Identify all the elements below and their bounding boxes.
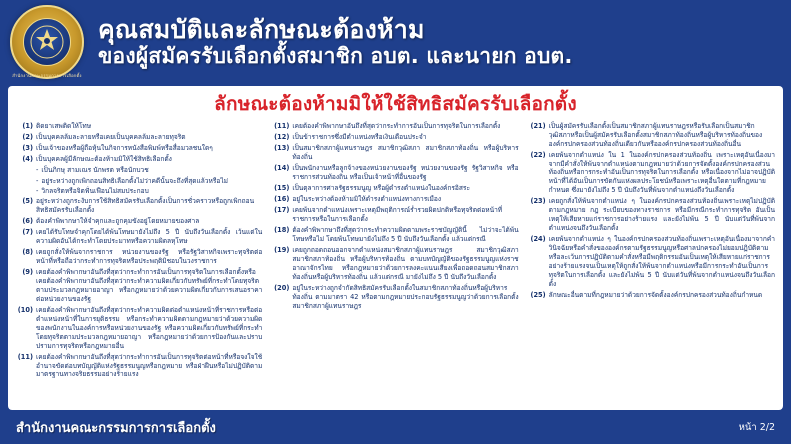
list-item (272, 122, 518, 131)
list-item-text: อยู่ระหว่างถูกระงับการใช้สิทธิสมัครรับเลือกตั้งเป็นการชั่วคราวหรือถูกเพิกถอนสิทธิสมัครรับเลือกตั้ง (36, 197, 255, 215)
election-commission-emblem-icon (10, 5, 84, 79)
list-item-number: (23) (530, 197, 546, 206)
list-item-text: ลักษณะอื่นตามที่กฎหมายว่าด้วยการจัดตั้งองค์กรปกครองส่วนท้องถิ่นกำหนด (548, 290, 763, 299)
list-item (272, 184, 518, 193)
list-item (529, 291, 775, 300)
list-item-text: เป็นบุคคลผู้มีลักษณะต้องห้ามมิให้ใช้สิทธิเลือกตั้ง (36, 155, 172, 164)
list-item-text: เป็นเจ้าของหรือผู้ถือหุ้นในกิจการหนังสือพิมพ์หรือสื่อมวลชนใดๆ (36, 144, 213, 152)
list-item-number: (2) (22, 132, 33, 141)
list-item-text: เป็นตุลาการศาลรัฐธรรมนูญ หรือผู้ดำรงตำแหน่งในองค์กรอิสระ (292, 183, 471, 192)
list-item-number: (25) (530, 290, 546, 299)
footer-organization: สำนักงานคณะกรรมการการเลือกตั้ง (16, 420, 216, 436)
list-item (16, 228, 262, 246)
list-item-number: (15) (274, 183, 290, 192)
list-item-text: เคยพ้นจากตำแหน่งเพราะเหตุมีพฤติการณ์ร่ำรวยผิดปกติหรือทุจริตต่อหน้าที่ราชการหรือในการเลือกตั้ง (292, 206, 503, 223)
list-item-number: (22) (530, 150, 546, 159)
list-item-text: เคยถูกสั่งให้พ้นจากราชการ หน่วยงานของรัฐ หรือรัฐวิสาหกิจเพราะทุจริตต่อหน้าที่หรือถือว่ากระทำการทุจริตหรือประพฤติมิชอบในวงราชการ (36, 248, 263, 266)
list-item (272, 284, 518, 311)
list-item (16, 133, 262, 142)
list-item (529, 122, 775, 149)
list-item (16, 197, 262, 215)
bullet-dash-icon: - (36, 176, 39, 185)
list-sub-item (36, 166, 262, 175)
columns-container (16, 122, 775, 382)
list-item-text: เคยถูกสั่งให้พ้นจากตำแหน่ง ๆ ในองค์กรปกครองส่วนท้องถิ่นเพราะเหตุไม่ปฏิบัติตามกฎหมาย กฎ ระเบียบของทางราชการ หรือมีกรณีกระทำการทุจริต อันเป็นเหตุให้เสียหายแก่ราชการอย่างร้ายแรง และยังไม่พ้น 5 ปี นับแต่วันที่พ้นจากตำแหน่งจนถึงวันเลือกตั้ง (548, 197, 775, 233)
list-item-number: (17) (274, 206, 290, 215)
header-title-group (98, 15, 573, 70)
list-item-number: (11) (17, 352, 33, 361)
list-item-text: เคยพ้นจากตำแหน่ง ใน 1 ในองค์กรปกครองส่วนท้องถิ่น เพราะเหตุอันเนื่องมาจากมีคำสั่งให้พ้นจากตำแหน่งตามกฎหมายว่าด้วยการจัดตั้งองค์กรปกครองส่วนท้องถิ่นหรือการกระทำอันเป็นการทุจริตในการเลือกตั้ง หรือเนื่องจากไม่อาจปฏิบัติหน้าที่ได้อันเป็นการขัดกันแห่งผลประโยชน์หรือเพราะเหตุอื่นใดตามที่กฎหมายกำหนด ซึ่งมายังไม่ถึง 5 ปี นับถึงวันที่พ้นจากตำแหน่งถึงวันเลือกตั้ง (548, 150, 775, 195)
list-item (16, 155, 262, 164)
list-item (272, 195, 518, 204)
list-item-number: (9) (22, 268, 33, 277)
list-item-number: (10) (17, 306, 33, 315)
list-item-number: (5) (22, 197, 33, 206)
list-item-text: เคยต้องคำพิพากษาอันถึงที่สุดว่ากระทำการอันเป็นการทุจริตต่อหน้าที่หรือจงใจใช้อำนาจขัดต่อบทบัญญัติแห่งรัฐธรรมนูญหรือกฎหมาย หรือฝ่าฝืนหรือไม่ปฏิบัติตามมาตรฐานทางจริยธรรมอย่างร้ายแรง (36, 352, 263, 379)
emblem-caption: สำนักงานคณะกรรมการการเลือกตั้ง (12, 73, 82, 78)
list-item-text: เคยพ้นจากตำแหน่ง ๆ ในองค์กรปกครองส่วนท้องถิ่นเพราะเหตุอันเนื่องมาจากคำวินิจฉัยหรือคำสั่งขององค์กรตามรัฐธรรมนูญหรือศาลปกครองไม่ยอมปฏิบัติตามหรือละเว้นการปฏิบัติตามคำสั่งหรือมีพฤติกรรมอันเป็นเหตุให้เสียหายแก่ราชการอย่างร้ายแรงจนเป็นเหตุให้ถูกสั่งให้พ้นจากตำแหน่งหรือมีการกระทำอันเป็นการทุจริตในการเลือกตั้ง และยังไม่พ้น 5 ปี นับแต่วันที่พ้นจากตำแหน่งจนถึงวันเลือกตั้ง (548, 235, 775, 288)
list-item (272, 226, 518, 244)
list-item-text: เคยถูกถอดถอนออกจากตำแหน่งสมาชิกสภาผู้แทนราษฎร สมาชิกวุฒิสภา สมาชิกสภาท้องถิ่น หรือผู้บริหารท้องถิ่น ตามบทบัญญัติของรัฐธรรมนูญแห่งราชอาณาจักรไทย หรือกฎหมายว่าด้วยการลงคะแนนเสียงเพื่อถอดถอนสมาชิกสภาท้องถิ่นหรือผู้บริหารท้องถิ่น แล้วแต่กรณี มายังไม่ถึง 5 ปี นับถึงวันเลือกตั้ง (292, 246, 519, 281)
footer-page-number: หน้า 2/2 (738, 421, 775, 433)
list-sub-item (36, 177, 262, 186)
section-title: ลักษณะต้องห้ามมิให้ใช้สิทธิสมัครรับเลือกตั้ง (214, 93, 577, 115)
list-item (272, 246, 518, 282)
list-item-text: เคยต้องคำพิพากษาอันถึงที่สุดว่ากระทำการอันเป็นการทุจริตในการเลือกตั้งหรือเคยต้องคำพิพากษาอันถึงที่สุดว่ากระทำความผิดเกี่ยวกับทรัพย์ที่กระทำโดยทุจริตตามประมวลกฎหมายอาญา หรือกฎหมายว่าด้วยความผิดเกี่ยวกับการเสนอราคาต่อหน่วยงานของรัฐ (36, 268, 263, 303)
list-item (529, 151, 775, 195)
list-sub-item-text: วิกลจริตหรือจิตฟั่นเฟือนไม่สมประกอบ (41, 186, 149, 195)
list-item-text: เป็นบุคคลล้มละลายหรือเคยเป็นบุคคลล้มละลายทุจริต (36, 132, 186, 141)
list-item (16, 306, 262, 350)
list-item-number: (13) (274, 144, 290, 152)
list-item-number: (12) (274, 132, 290, 141)
list-item-number: (1) (22, 121, 33, 130)
list-item-text: ต้องคำพิพากษาให้จำคุกและถูกคุมขังอยู่โดยหมายของศาล (36, 217, 200, 226)
document-header (0, 0, 791, 84)
list-item-text: เป็นข้าราชการซึ่งมีตำแหน่งหรือเงินเดือนประจำ (292, 132, 427, 141)
content-card (8, 86, 783, 410)
list-item-text: ติดยาเสพติดให้โทษ (36, 121, 92, 130)
list-item (16, 122, 262, 131)
list-item (272, 144, 518, 162)
bullet-dash-icon: - (36, 166, 39, 175)
list-item (272, 206, 518, 224)
list-item-number: (7) (22, 228, 33, 237)
list-item (529, 197, 775, 233)
list-item (272, 133, 518, 142)
list-item (16, 353, 262, 380)
list-item-text: ต้องคำพิพากษาถึงที่สุดว่ากระทำความผิดตามพระราชบัญญัตินี้ ไม่ว่าจะได้พ้นโทษหรือไม่ โดยพ้นโทษมายังไม่ถึง 5 ปี นับถึงวันเลือกตั้ง แล้วแต่กรณี (292, 226, 519, 243)
page-title-line1: คุณสมบัติและลักษณะต้องห้าม (98, 14, 425, 44)
list-item (16, 144, 262, 153)
list-item-number: (14) (274, 163, 290, 172)
list-item-number: (20) (274, 283, 290, 292)
list-sub-item (36, 187, 262, 196)
emblem-inner (23, 18, 71, 66)
list-sub-item-text: อยู่ระหว่างถูกเพิกถอนสิทธิเลือกตั้งไม่ว่าคดีนั้นจะถึงที่สุดแล้วหรือไม่ (41, 176, 228, 185)
list-item (16, 248, 262, 266)
column-2 (272, 122, 518, 313)
list-item-text: เคยต้องคำพิพากษาอันถึงที่สุดว่ากระทำความผิดต่อตำแหน่งหน้าที่ราชการหรือต่อตำแหน่งหน้าที่ในการยุติธรรม หรือกระทำความผิดตามกฎหมายว่าด้วยความผิดของพนักงานในองค์การหรือหน่วยงานของรัฐ หรือความผิดเกี่ยวกับทรัพย์ที่กระทำโดยทุจริตตามประมวลกฎหมายอาญา หรือกฎหมายว่าด้วยการป้องกันและปราบปรามการทุจริตหรือกฎหมายอื่น (36, 306, 263, 350)
list-item-text: เป็นผู้สมัครรับเลือกตั้งเป็นสมาชิกสภาผู้แทนราษฎรหรือรับเลือกเป็นสมาชิกวุฒิสภาหรือเป็นผู้สมัครรับเลือกตั้งสมาชิกสภาท้องถิ่นหรือผู้บริหารท้องถิ่นขององค์กรปกครองส่วนท้องถิ่นเดียวกันหรือองค์กรปกครองส่วนท้องถิ่นอื่น (548, 121, 763, 148)
list-item-number: (4) (22, 155, 33, 164)
list-sub-item-text: เป็นภิกษุ สามเณร นักพรต หรือนักบวช (41, 166, 149, 175)
document-footer (0, 410, 791, 444)
list-item-text: เคยได้รับโทษจำคุกโดยได้พ้นโทษมายังไม่ถึง 5 ปี นับถึงวันเลือกตั้ง เว้นแต่ในความผิดอันได้กระทำโดยประมาทหรือความผิดลหุโทษ (36, 228, 263, 246)
list-item-number: (6) (22, 217, 33, 226)
list-item-text: เคยต้องคำพิพากษาอันถึงที่สุดว่ากระทำการอันเป็นการทุจริตในการเลือกตั้ง (292, 121, 501, 130)
list-item-text: อยู่ในระหว่างต้องห้ามมิให้ดำรงตำแหน่งทางการเมือง (292, 195, 442, 204)
list-item (16, 268, 262, 304)
list-item-text: อยู่ในระหว่างถูกจำกัดสิทธิสมัครรับเลือกตั้งในสมาชิกสภาท้องถิ่นหรือผู้บริหารท้องถิ่น ตามมาตรา 42 หรือตามกฎหมายประกอบรัฐธรรมนูญว่าด้วยการเลือกตั้งสมาชิกสภาผู้แทนราษฎร (292, 283, 519, 310)
list-item-text: เป็นสมาชิกสภาผู้แทนราษฎร สมาชิกวุฒิสภา สมาชิกสภาท้องถิ่น หรือผู้บริหารท้องถิ่น (292, 144, 519, 161)
list-item (529, 235, 775, 288)
list-item-number: (24) (530, 235, 546, 244)
column-1 (16, 122, 262, 382)
list-item (272, 164, 518, 182)
column-3 (529, 122, 775, 302)
list-item-number: (8) (22, 248, 33, 257)
list-item (16, 217, 262, 226)
list-item-number: (19) (274, 246, 290, 255)
list-item-text: เป็นพนักงานหรือลูกจ้างของหน่วยงานของรัฐ หน่วยงานของรัฐ รัฐวิสาหกิจ หรือราชการส่วนท้องถิ่น หรือเป็นเจ้าหน้าที่อื่นของรัฐ (292, 163, 519, 181)
list-item-number: (18) (274, 226, 290, 235)
page-title-line2: ของผู้สมัครรับเลือกตั้งสมาชิก อบต. และนายก อบต. (98, 44, 573, 69)
list-item-number: (11) (274, 121, 290, 130)
list-item-number: (21) (530, 121, 546, 130)
bullet-dash-icon: - (36, 186, 39, 195)
list-item-number: (3) (22, 144, 33, 152)
list-item-number: (16) (274, 195, 290, 204)
